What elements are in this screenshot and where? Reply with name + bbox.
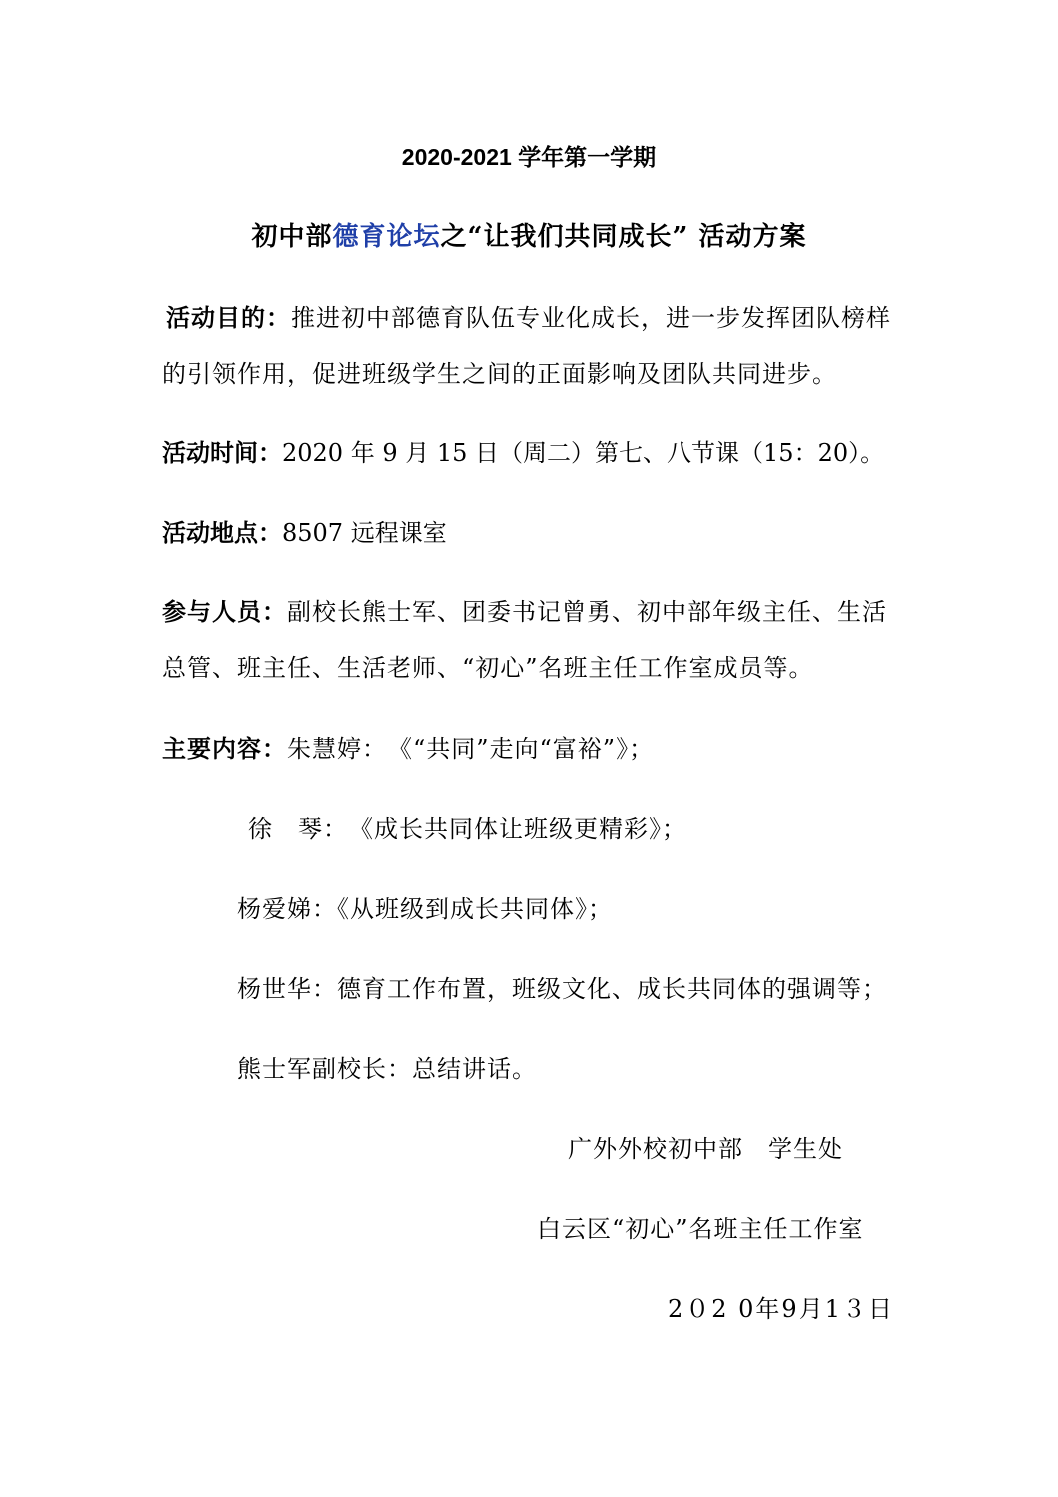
content-item: 徐 琴： 《成长共同体让班级更精彩》；	[248, 815, 687, 843]
plan-title	[0, 221, 1058, 253]
signature-date: 2０2 0年9月1３日	[668, 1295, 894, 1323]
participants-line-2: 总管、班主任、生活老师、“初心”名班主任工作室成员等。	[162, 654, 814, 682]
signature-org-1: 广外外校初中部 学生处	[568, 1135, 843, 1163]
purpose-text-1: 推进初中部德育队伍专业化成长，进一步发挥团队榜样	[291, 304, 891, 332]
content-item: 朱慧婷： 《“共同”走向“富裕”》；	[287, 735, 655, 763]
purpose-label: 活动目的：	[166, 303, 291, 332]
time-text: 2020 年 9 月 15 日（周二）第七、八节课（15：20）。	[282, 439, 885, 467]
place-text: 8507 远程课室	[282, 519, 447, 547]
signature-org-2: 白云区“初心”名班主任工作室	[537, 1215, 864, 1243]
plan-title-prefix: 初中部	[251, 222, 333, 252]
place-line	[162, 517, 447, 549]
content-label: 主要内容：	[162, 734, 287, 763]
time-label: 活动时间：	[162, 438, 282, 467]
plan-title-highlight: 德育论坛	[332, 222, 441, 252]
content-item: 杨世华：德育工作布置，班级文化、成长共同体的强调等；	[237, 975, 887, 1003]
plan-title-suffix: 之“让我们共同成长” 活动方案	[440, 222, 807, 252]
participants-text-1: 副校长熊士军、团委书记曾勇、初中部年级主任、生活	[287, 598, 887, 626]
participants-label: 参与人员：	[162, 597, 287, 626]
term-title: 2020-2021 学年第一学期	[401, 144, 657, 170]
time-line	[162, 437, 884, 469]
content-item: 熊士军副校长：总结讲话。	[237, 1055, 537, 1083]
content-line-1	[162, 733, 654, 765]
purpose-line-2: 的引领作用，促进班级学生之间的正面影响及团队共同进步。	[162, 360, 837, 388]
place-label: 活动地点：	[162, 518, 282, 547]
participants-line-1	[162, 596, 887, 628]
purpose-line-1	[166, 302, 891, 334]
content-item: 杨爱娣：《从班级到成长共同体》；	[237, 895, 613, 923]
